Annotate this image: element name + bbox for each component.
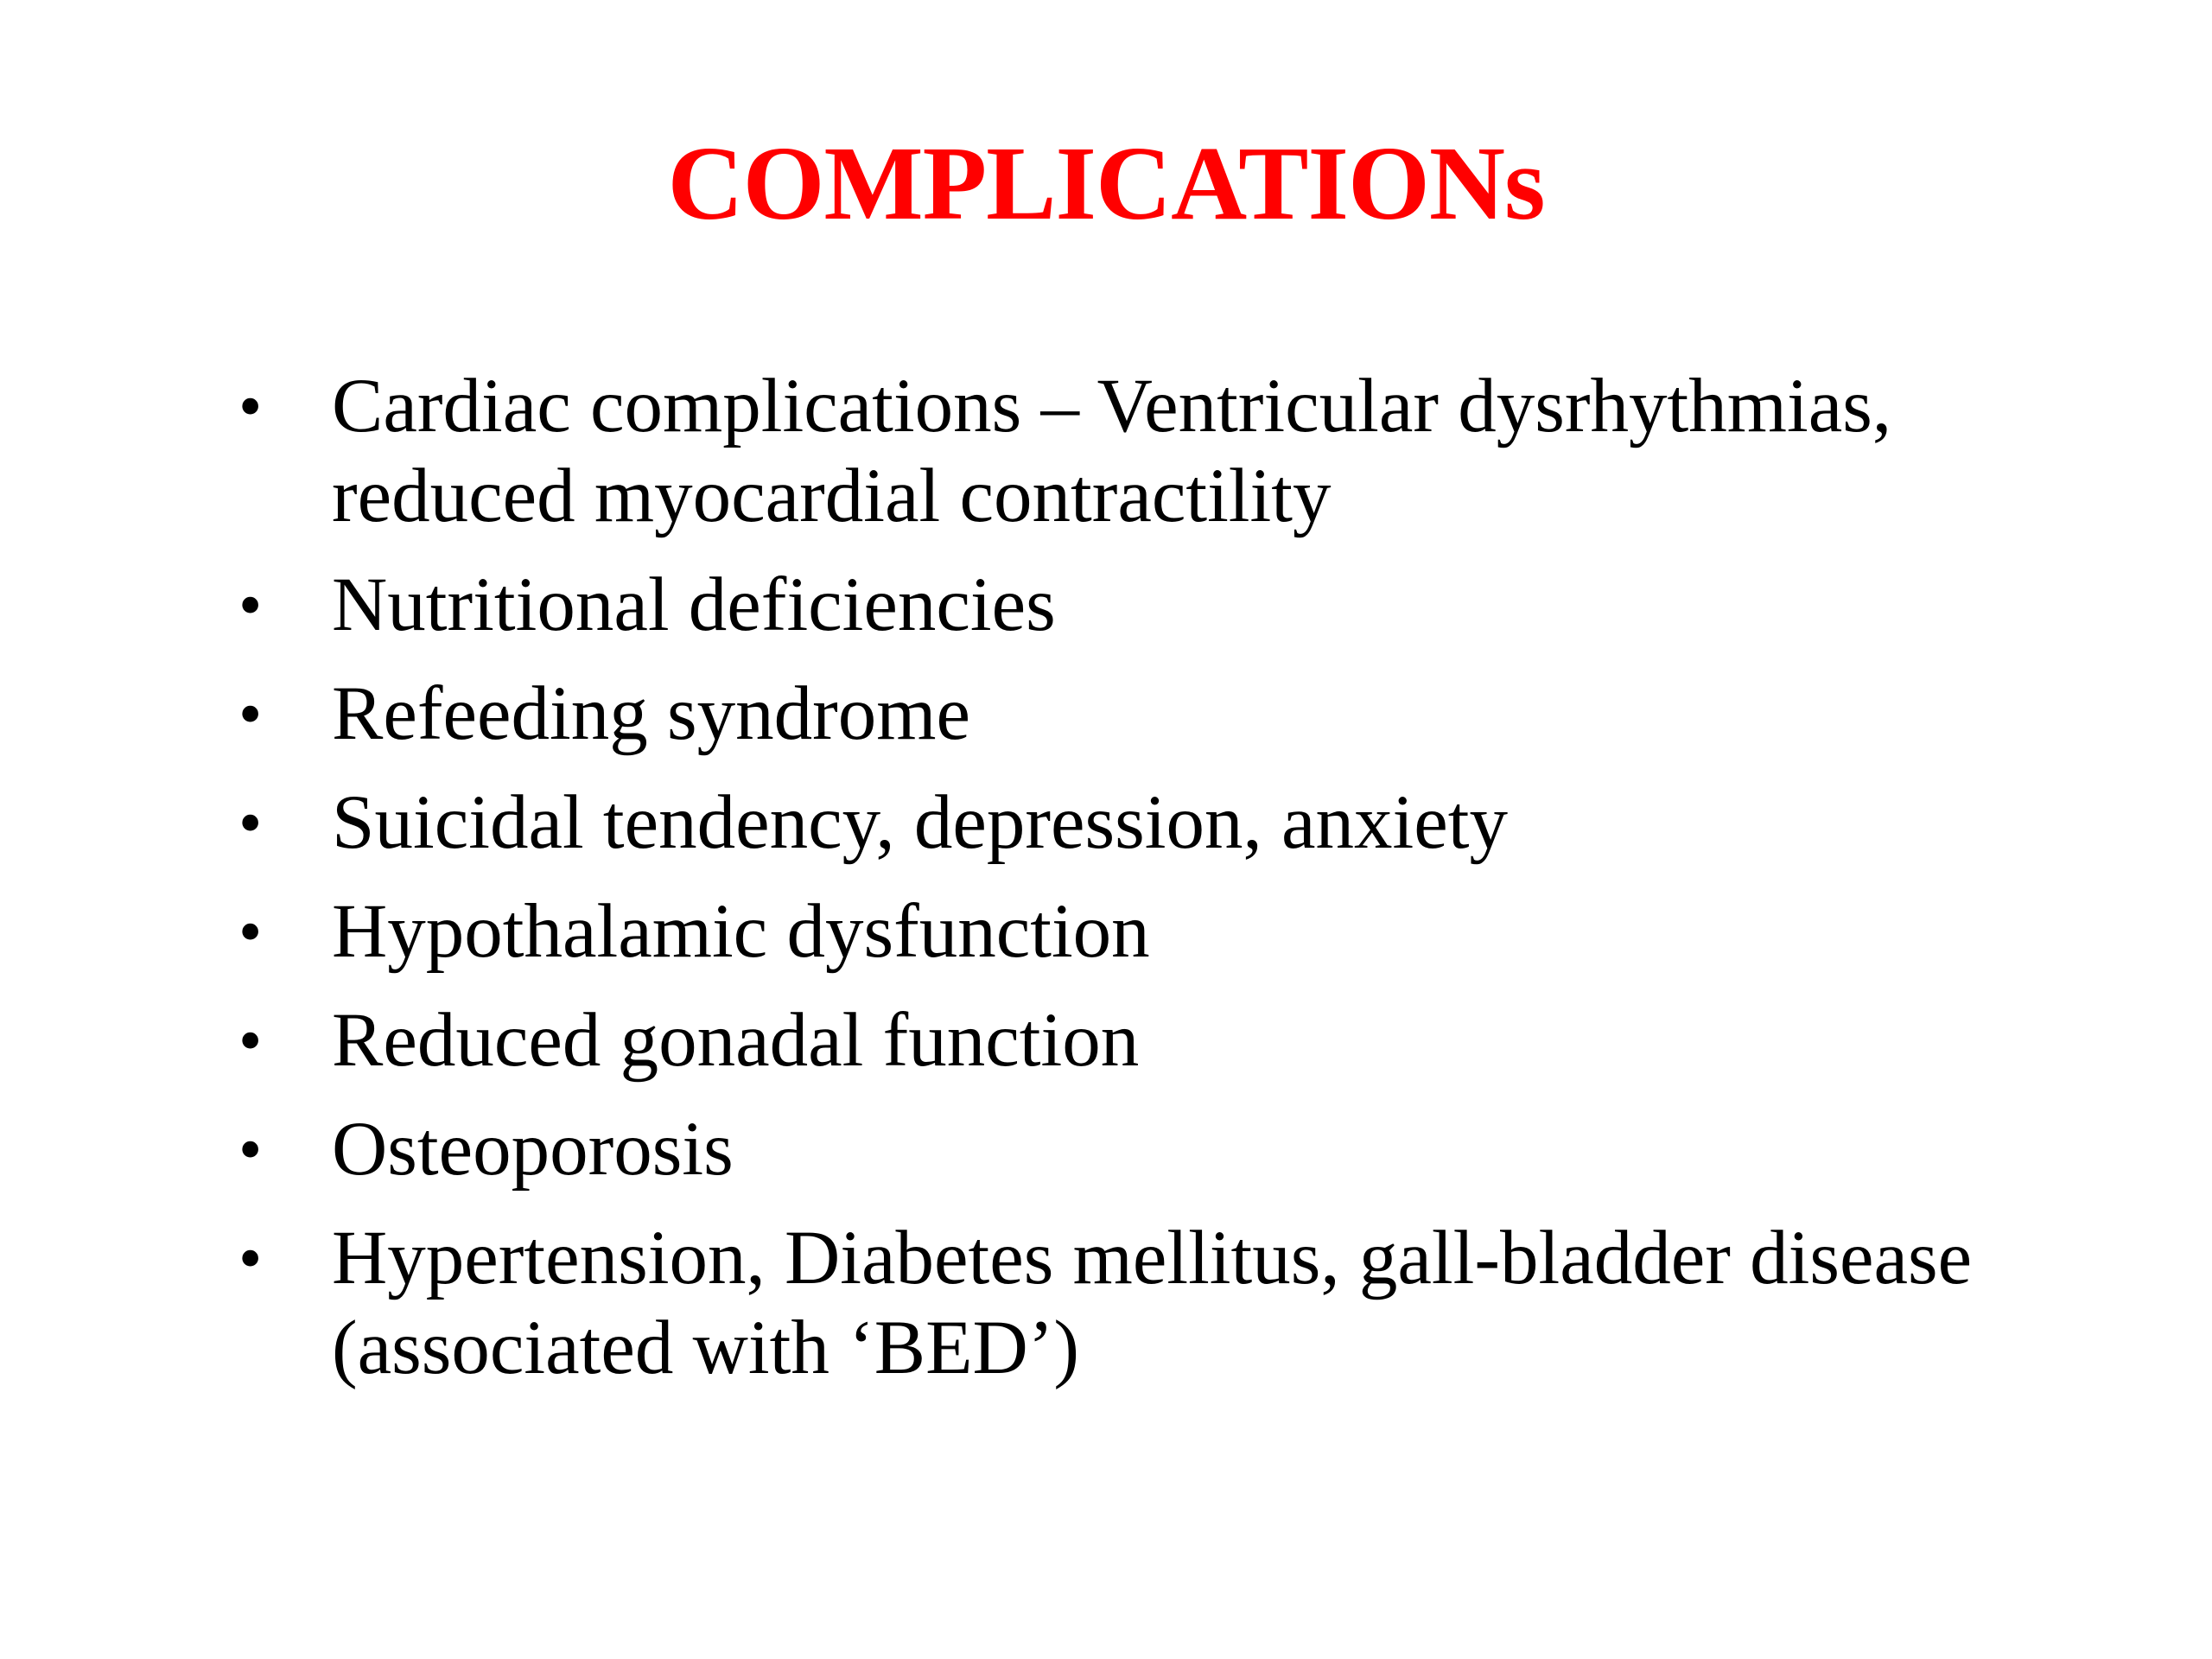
bullet-icon: •	[238, 1111, 263, 1186]
bullet-item-cardiac	[232, 361, 2029, 541]
bullet-text: Suicidal tendency, depression, anxiety	[332, 780, 1508, 865]
bullet-item-refeeding	[232, 669, 2029, 759]
bullet-text: Refeeding syndrome	[332, 671, 970, 756]
bullet-icon: •	[238, 785, 263, 860]
bullet-text: Reduced gonadal function	[332, 998, 1140, 1083]
bullet-item-hypothalamic	[232, 887, 2029, 976]
bullet-list	[232, 361, 2029, 1412]
bullet-item-hypertension	[232, 1213, 2029, 1393]
bullet-icon: •	[238, 368, 263, 443]
bullet-icon: •	[238, 893, 263, 969]
bullet-text: Cardiac complications – Ventricular dysrhythmias, reduced myocardial contractility	[332, 364, 1892, 538]
bullet-text: Nutritional deficiencies	[332, 563, 1056, 647]
bullet-item-osteoporosis	[232, 1104, 2029, 1194]
bullet-icon: •	[238, 1002, 263, 1077]
bullet-text: Osteoporosis	[332, 1107, 734, 1192]
bullet-icon: •	[238, 567, 263, 642]
bullet-text: Hypothalamic dysfunction	[332, 889, 1150, 974]
bullet-icon: •	[238, 676, 263, 751]
slide-title: COMPLICATIONs	[667, 125, 1545, 242]
bullet-item-nutritional	[232, 560, 2029, 650]
bullet-text: Hypertension, Diabetes mellitus, gall-bladder disease (associated with ‘BED’)	[332, 1216, 1973, 1390]
bullet-icon: •	[238, 1220, 263, 1295]
bullet-item-suicidal	[232, 778, 2029, 868]
bullet-item-gonadal	[232, 995, 2029, 1085]
